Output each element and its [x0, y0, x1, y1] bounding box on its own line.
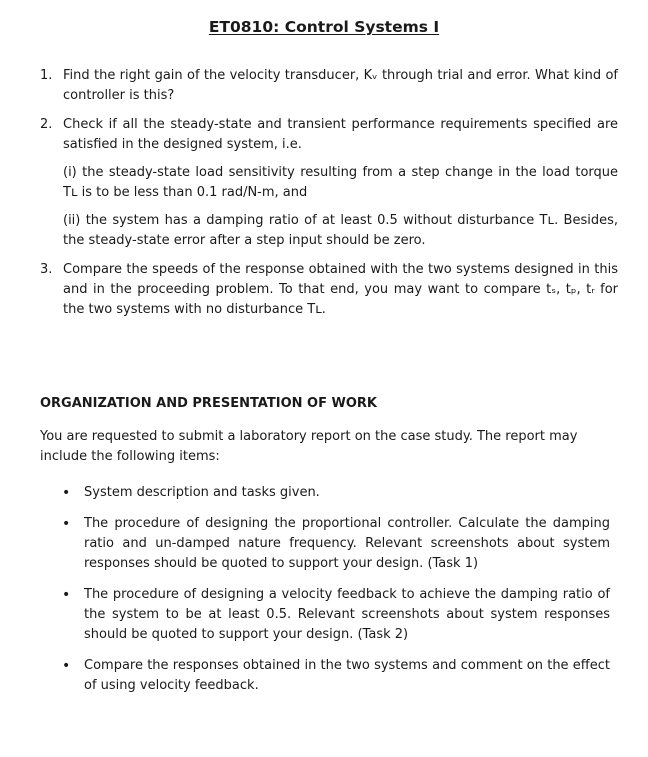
- task-paragraph: Check if all the steady-state and transient performance requirements specified are satisfied in the designed system, i.e.: [63, 117, 618, 152]
- report-items-list: [62, 483, 610, 707]
- task-body: [63, 260, 618, 320]
- task-body: [63, 66, 618, 106]
- task-paragraph: Find the right gain of the velocity transducer, Kᵥ through trial and error. What kind of controller is this?: [63, 68, 618, 103]
- list-item: [62, 656, 610, 696]
- task-number: 2.: [40, 117, 53, 132]
- bullet-icon: •: [62, 485, 71, 501]
- task-subitem-ii: (ii) the system has a damping ratio of at least 0.5 without disturbance Tʟ. Besides, the steady-state error after a step input should be zero.: [63, 213, 618, 248]
- task-paragraph: Compare the speeds of the response obtained with the two systems designed in this and in the proceeding problem. To that end, you may want to compare tₛ, tₚ, tᵣ for the two systems with no disturbance Tʟ.: [63, 262, 618, 317]
- list-item: [62, 483, 610, 503]
- task-body: [63, 115, 618, 251]
- bullet-icon: •: [62, 587, 71, 603]
- task-number: 3.: [40, 262, 53, 277]
- bullet-icon: •: [62, 516, 71, 532]
- task-subitem-i: (i) the steady-state load sensitivity resulting from a step change in the load torque Tʟ is to be less than 0.1 rad/N-m, and: [63, 165, 618, 200]
- bullet-icon: •: [62, 658, 71, 674]
- list-item: [62, 585, 610, 645]
- list-item-text: The procedure of designing the proportional controller. Calculate the damping ratio and un-damped nature frequency. Relevant screenshots about system responses should be quoted to support your design. (Task 1): [84, 516, 610, 571]
- task-list: [40, 66, 618, 329]
- task-item: [40, 115, 618, 251]
- task-number: 1.: [40, 68, 53, 83]
- list-item-text: The procedure of designing a velocity feedback to achieve the damping ratio of the system to be at least 0.5. Relevant screenshots about system responses should be quoted to support your design. (Task 2): [84, 587, 610, 642]
- list-item-text: Compare the responses obtained in the two systems and comment on the effect of using velocity feedback.: [84, 658, 610, 693]
- task-item: [40, 66, 618, 106]
- list-item: [62, 514, 610, 574]
- task-item: [40, 260, 618, 320]
- document-title: ET0810: Control Systems I: [208, 18, 440, 36]
- intro-paragraph: You are requested to submit a laboratory report on the case study. The report may include the following items:: [40, 429, 578, 464]
- section-heading: ORGANIZATION AND PRESENTATION OF WORK: [40, 396, 377, 411]
- list-item-text: System description and tasks given.: [84, 485, 320, 500]
